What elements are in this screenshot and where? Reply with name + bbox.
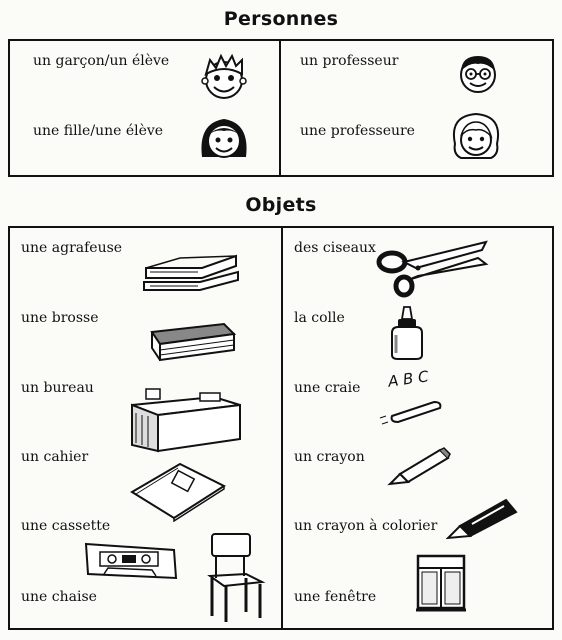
label-window: une fenêtre	[294, 589, 377, 605]
label-chalk: une craie	[294, 380, 361, 396]
label-glue: la colle	[294, 310, 345, 326]
chalk-abc-text: A B C	[386, 367, 430, 391]
notebook-icon	[128, 460, 226, 522]
label-colored-pencil: un crayon à colorier	[294, 518, 438, 534]
scissors-icon	[374, 236, 490, 300]
chair-icon	[204, 530, 266, 624]
label-notebook: un cahier	[21, 449, 89, 465]
crayon-icon	[446, 496, 520, 540]
window-icon	[414, 552, 470, 614]
objects-heading: Objets	[245, 194, 317, 216]
glue-bottle-icon	[386, 305, 428, 361]
chalk-icon	[376, 367, 446, 428]
people-divider	[279, 41, 281, 175]
pencil-icon	[386, 444, 452, 486]
desk-icon	[128, 383, 242, 453]
label-teacher-m: un professeur	[300, 53, 399, 69]
label-pencil: un crayon	[294, 449, 365, 465]
label-chair: une chaise	[21, 589, 97, 605]
brush-icon	[146, 320, 238, 366]
stapler-icon	[140, 250, 242, 296]
people-heading: Personnes	[223, 8, 339, 30]
cassette-icon	[82, 540, 180, 582]
teacher-woman-face-icon	[447, 110, 505, 166]
girl-face-icon	[194, 113, 254, 165]
label-brush: une brosse	[21, 310, 99, 326]
objects-divider	[281, 228, 283, 628]
label-boy: un garçon/un élève	[33, 53, 170, 69]
label-stapler: une agrafeuse	[21, 240, 123, 256]
label-cassette: une cassette	[21, 518, 111, 534]
label-scissors: des ciseaux	[294, 240, 376, 256]
label-teacher-f: une professeure	[300, 123, 415, 139]
label-girl: une fille/une élève	[33, 123, 164, 139]
label-desk: un bureau	[21, 380, 94, 396]
teacher-man-face-icon	[452, 48, 504, 98]
boy-face-icon	[196, 50, 252, 106]
